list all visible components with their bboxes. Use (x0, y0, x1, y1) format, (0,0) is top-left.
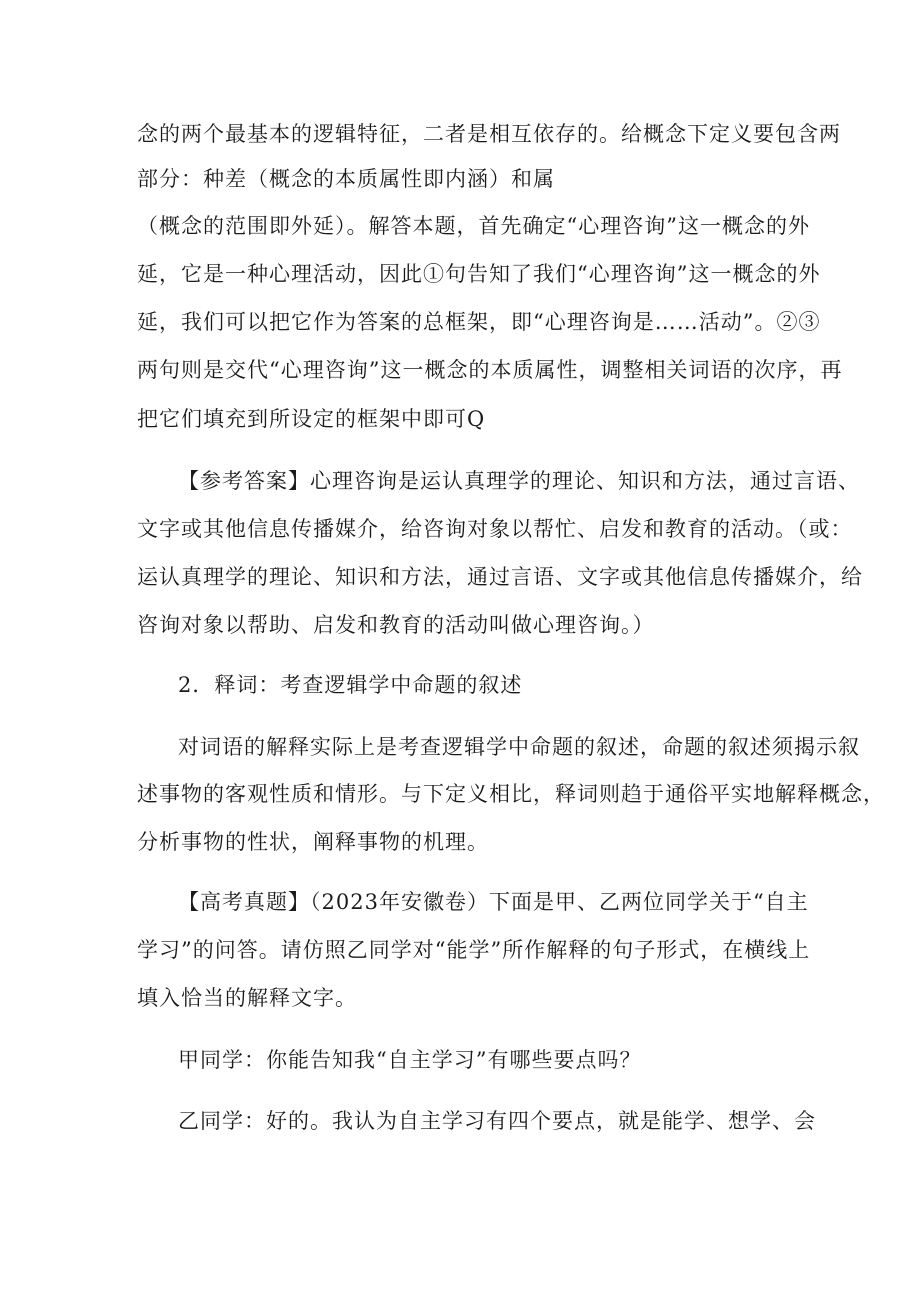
text-line: 对词语的解释实际上是考查逻辑学中命题的叙述，命题的叙述须揭示叙 (178, 735, 860, 759)
exam-question-line: 【高考真题】（2023年安徽卷）下面是甲、乙两位同学关于“自主 (178, 890, 809, 914)
dialogue-line-b: 乙同学：好的。我认为自主学习有四个要点，就是能学、想学、会 (178, 1109, 816, 1133)
text-line: 把它们填充到所设定的框架中即可Q (137, 407, 486, 431)
text-line: 分析事物的性状，阐释事物的机理。 (137, 830, 489, 854)
text-line: 文字或其他信息传播媒介，给咨询对象以帮忙、启发和教育的活动。（或： (137, 517, 853, 541)
text-line: 部分：种差（概念的本质属性即内涵）和属 (137, 167, 555, 191)
text-line: 学习”的问答。请仿照乙同学对“能学”所作解释的句子形式，在横线上 (137, 938, 811, 962)
section-heading: 2．释词：考查逻辑学中命题的叙述 (178, 673, 523, 697)
text-line: 述事物的客观性质和情形。与下定义相比，释词则趋于通俗平实地解释概念， (137, 782, 885, 806)
text-line: 延，我们可以把它作为答案的总框架，即“心理咨询是……活动”。②③ (137, 310, 821, 334)
text-line: 填入恰当的解释文字。 (137, 986, 357, 1010)
text-line: 延，它是一种心理活动，因此①句告知了我们“心理咨询”这一概念的外 (137, 262, 821, 286)
text-line: 咨询对象以帮助、启发和教育的活动叫做心理咨询。） (137, 613, 655, 637)
text-line: 两句则是交代“心理咨询”这一概念的本质属性，调整相关词语的次序，再 (137, 358, 843, 382)
dialogue-line-a: 甲同学：你能告知我“自主学习”有哪些要点吗？ (178, 1048, 642, 1072)
text-line: 念的两个最基本的逻辑特征，二者是相互依存的。给概念下定义要包含两 (137, 122, 841, 146)
text-line: （概念的范围即外延）。解答本题，首先确定“心理咨询”这一概念的外 (137, 214, 810, 238)
text-line: 运认真理学的理论、知识和方法，通过言语、文字或其他信息传播媒介，给 (137, 565, 863, 589)
reference-answer-line: 【参考答案】心理咨询是运认真理学的理论、知识和方法，通过言语、 (178, 469, 860, 493)
